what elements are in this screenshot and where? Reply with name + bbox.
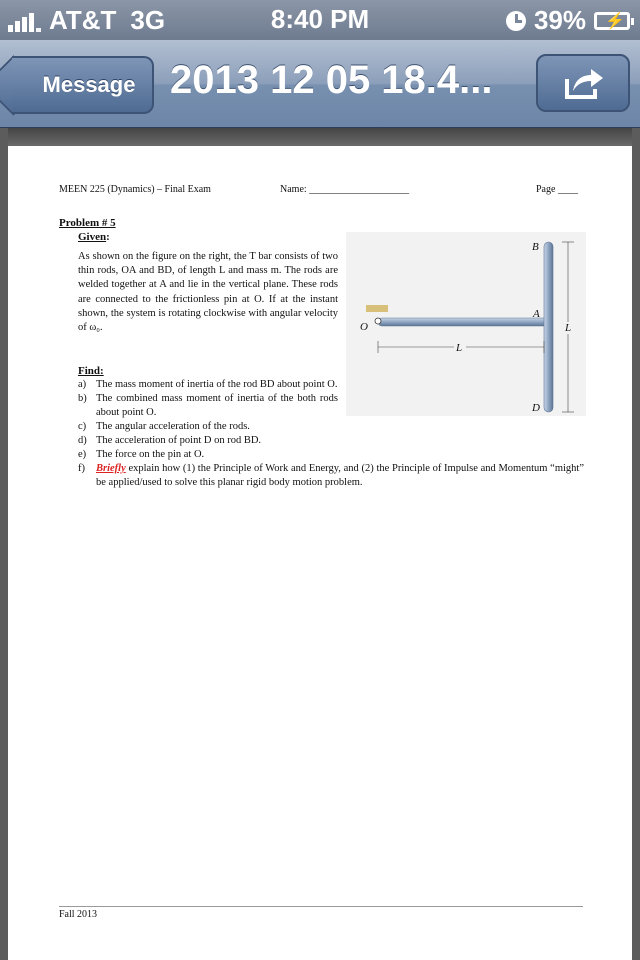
given-heading: Given: (78, 231, 110, 243)
find-item: c) The angular acceleration of the rods. (78, 421, 250, 432)
pin-support (366, 305, 388, 312)
t-bar-figure (346, 232, 586, 416)
header-name: Name: ____________________ (280, 184, 410, 195)
clock-icon (506, 11, 526, 31)
label-a: A (533, 308, 540, 320)
share-icon (561, 65, 605, 101)
carrier-label: AT&T (49, 5, 117, 35)
label-l-horizontal: L (456, 342, 463, 354)
label-o: O (360, 321, 368, 333)
problem-heading: Problem # 5 (59, 217, 116, 229)
network-label: 3G (130, 5, 166, 35)
navigation-bar (0, 40, 640, 128)
find-item: a) The mass moment of inertia of the rod BD about point O. (78, 379, 338, 390)
back-button[interactable]: Message (12, 56, 154, 114)
document-page[interactable] (8, 146, 632, 960)
battery-icon: ⚡ (594, 12, 630, 30)
page-title: 2013 12 05 18.4... (170, 58, 493, 102)
label-l-vertical: L (565, 322, 572, 334)
footer-text: Fall 2013 (59, 909, 98, 920)
given-text: As shown on the figure on the right, the T bar consists of two thin rods, OA and BD, of length L and mass m. The rods are welded together at A and lie in the vertical plane. These rods are connected to the frictionless pin at O. If at the instant shown, the system is rotating clockwise with angular velocity of ω₀. (78, 251, 338, 334)
share-button[interactable] (536, 54, 630, 112)
find-item: b) The combined mass moment of inertia of the both rods about point O. (78, 393, 338, 418)
header-page: Page ____ (536, 184, 578, 195)
find-item: f) Briefly explain how (1) the Principle of Work and Energy, and (2) the Principle of Impulse and Momentum “might” be applied/used to solve this planar rigid body motion problem. (78, 463, 584, 488)
footer-divider (59, 906, 583, 907)
status-time: 8:40 PM (270, 4, 370, 34)
document-shadow (8, 128, 632, 146)
find-heading: Find: (78, 365, 104, 377)
rod-bd (544, 242, 553, 412)
battery-percent: 39% (533, 5, 586, 35)
find-item: e) The force on the pin at O. (78, 449, 205, 460)
label-b: B (532, 241, 539, 253)
header-course: MEEN 225 (Dynamics) – Final Exam (59, 184, 211, 195)
find-item: d) The acceleration of point D on rod BD. (78, 435, 262, 446)
rod-oa (378, 318, 550, 326)
label-d: D (532, 402, 540, 414)
status-bar (0, 0, 640, 40)
pin-o (375, 318, 381, 324)
